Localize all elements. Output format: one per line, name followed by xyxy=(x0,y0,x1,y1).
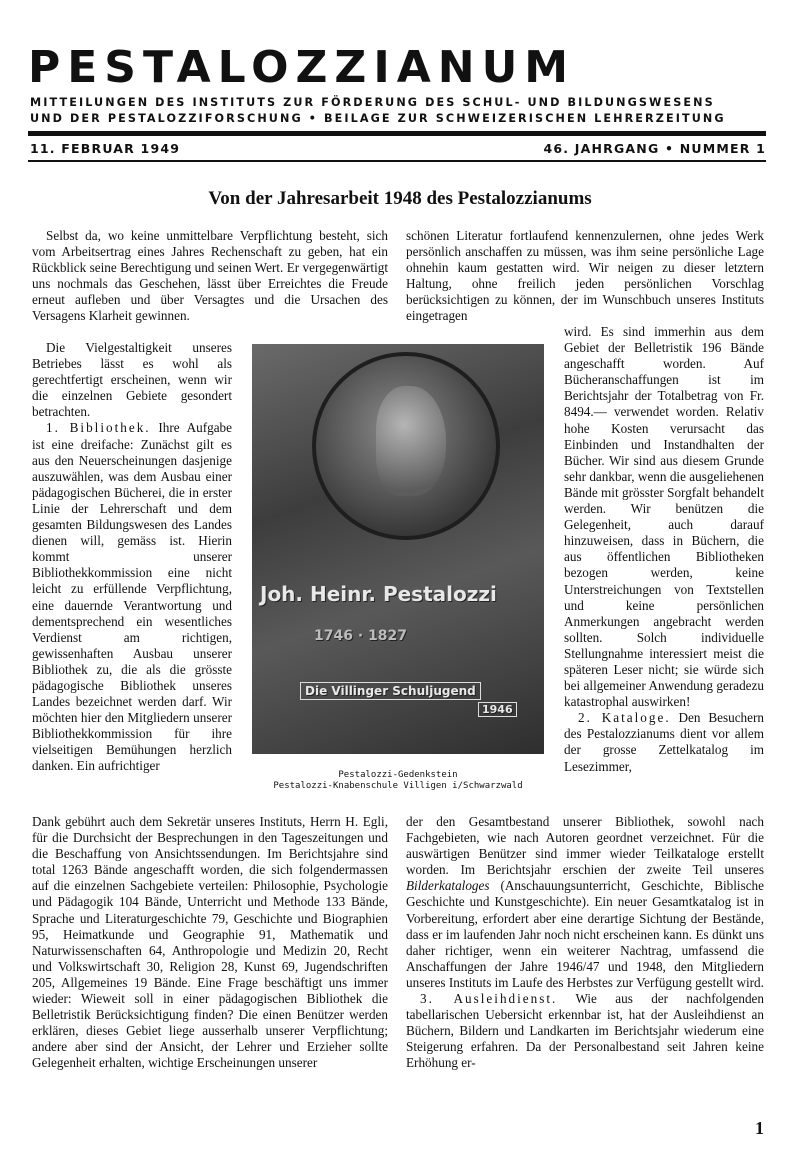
right-column-narrow xyxy=(564,324,764,775)
paragraph-kataloge-full-1: der den Gesamtbestand unserer Bibliothek, sowohl nach Fachgebieten, wie nach Autoren geordnet verzeichnet. Für die auswärtigen Benützer sind immer wieder Teilkataloge erstellt worden. Im Berichtsjahr erschien der zweite Teil unseres xyxy=(406,814,764,878)
stone-inscription-name: Joh. Heinr. Pestalozzi xyxy=(260,582,497,606)
paragraph-kataloge-full-2: (Anschauungsunterricht, Geschichte, Biblische Geschichte und Kunstgeschichte). Ein neuer Gesamtkatalog ist in Vorbereitung, erfordert aber eine derartige Sichtung der Bestände, dass er im laufenden Jahr noch nicht erscheinen kann. Es dünkt uns daher richtiger, wenn ein weiterer Nachtrag, umfassend die Anschaffungen der Jahre 1946/47 und 1948, den Mitgliedern unseres Instituts im Laufe des Herbstes zur Verfügung gestellt wird. xyxy=(406,878,765,990)
right-column-top xyxy=(406,228,764,325)
issue-number: 46. JAHRGANG • NUMMER 1 xyxy=(543,141,766,156)
paragraph-anschaffungen: wird. Es sind immerhin aus dem Gebiet der Belletristik 196 Bände angeschafft worden. Auf Bücheranschaffungen ist im Berichtsjahr der Totalbetrag von Fr. 8494.— verwendet worden. Relativ hohe Kosten verursacht das Einbinden und Instandhalten der Bücher. Wir sind aus diesem Grunde sehr dankbar, wenn die ausgeliehenen Bände mit grösster Sorgfalt behandelt werden. Wir benützen die Gelegenheit, auch darauf hinzuweisen, dass in Büchern, die aus öffentlichen Bibliotheken bezogen werden, keine Unterstreichungen von Textstellen und keine persönlichen Anmerkungen angebracht werden sollten. Solch individuelle Stellungnahme interessiert meist die späteren Leser nicht; sie würde sich bei allgemeiner Anwendung geradezu katastrophal auswirken! xyxy=(564,324,764,710)
pestalozzi-memorial-photo xyxy=(252,344,544,754)
left-column-intro xyxy=(32,228,388,325)
paragraph-kataloge-narrow: Den Besuchern des Pestalozzianums dient vor allem der grosse Zettelkatalog im Lesezimmer, xyxy=(564,710,764,774)
page-number: 1 xyxy=(755,1118,764,1138)
right-column-bottom xyxy=(406,814,764,1072)
portrait-medallion xyxy=(312,352,500,540)
stone-inscription-dates: 1746 · 1827 xyxy=(314,628,407,644)
section-heading-kataloge: 2. Kataloge. xyxy=(578,710,671,726)
figure-caption xyxy=(252,770,544,792)
paragraph-vielgestaltigkeit: Die Vielgestaltigkeit unseres Betriebes lässt es wohl als gerechtfertigt erscheinen, wenn wir die einzelnen Gebiete gesondert betrachten. xyxy=(32,340,232,420)
left-column-bottom xyxy=(32,814,388,1072)
masthead-rule-top xyxy=(28,131,766,136)
left-column-narrow xyxy=(32,340,232,775)
masthead-rule-bottom xyxy=(28,160,766,162)
paragraph-intro: Selbst da, wo keine unmittelbare Verpflichtung besteht, sich vom Arbeitsertrag eines Jahres Rechenschaft zu geben, hat ein Rückblick seine Berechtigung und seinen Wert. Er vergegenwärtigt uns nochmals das Geschehen, lässt über Erreichtes die Freude erneut aufleben und über Versagtes und die Ursachen des Versagens Klarheit gewinnen. xyxy=(32,228,388,324)
caption-line-2: Pestalozzi-Knabenschule Villigen i/Schwarzwald xyxy=(273,781,523,791)
stone-inscription-year: 1946 xyxy=(478,702,517,717)
article-title: Von der Jahresarbeit 1948 des Pestalozzianums xyxy=(208,188,592,209)
section-heading-bibliothek: 1. Bibliothek. xyxy=(46,420,151,436)
paragraph-bibliothek-narrow: Ihre Aufgabe ist eine dreifache: Zunächst gilt es aus den Neuerscheinungen dasjenige auszuwählen, was dem Ausbau einer pädagogischen Bücherei, die in erster Linie der Lehrerschaft und dem gesamten Bildungswesen des Landes dienen will, gemäss ist. Hierin kommt unserer Bibliothekkommission eine nicht leicht zu erfüllende Verpflichtung, eine dauernde Verantwortung und dementsprechend ein wesentliches Verdienst am richtigen, gewissenhaften Ausbau unserer Bibliothek zu, die als die grösste pädagogische Bibliothek unseres Landes bezeichnet werden darf. Wir möchten hier den Mitgliedern unserer Bibliothekkommission für ihre vielseitigen Bemühungen herzlich danken. Ein aufrichtiger xyxy=(32,420,233,774)
caption-line-1: Pestalozzi-Gedenkstein xyxy=(338,770,458,780)
issue-date: 11. FEBRUAR 1949 xyxy=(30,141,181,156)
paragraph-bibliothek-full: Dank gebührt auch dem Sekretär unseres Instituts, Herrn H. Egli, für die Durchsicht der Besprechungen in den Tageszeitungen und die Beschaffung von Ansichtssendungen. Im Berichtsjahre sind total 1263 Bände angeschafft worden, die sich folgendermassen auf die einzelnen Sachgebiete verteilen: Philosophie, Psychologie und Pädagogik 104 Bände, Unterricht und Methode 133 Bände, Sprache und Literaturgeschichte 79, Geschichte und Biographien 95, Heimatkunde und Geographie 91, Mathematik und Naturwissenschaften 64, Anthropologie und Medizin 20, Recht und Volkswirtschaft 30, Religion 28, Kunst 69, Jugendschriften 205, Allgemeines 19 Bände. Eine Frage beschäftigt uns immer wieder: Wieweit soll in einer pädagogischen Bibliothek die Belletristik Berücksichtigung finden? Die einen Benützer werden erklären, dieses Gebiet liege ausserhalb unserer Verpflichtung; andere aber sind der Ansicht, der Lehrer und Erzieher sollte Gelegenheit erhalten, wichtige Erscheinungen unserer xyxy=(32,814,388,1071)
section-heading-ausleihdienst: 3. Ausleihdienst. xyxy=(420,991,558,1007)
paragraph-belletristik: schönen Literatur fortlaufend kennenzulernen, ohne jedes Werk persönlich anschaffen zu müssen, was ihm seine persönliche Lage ohnehin kaum gestatten wird. Wir neigen zu dieser letztern Haltung, ohne freilich jeden persönlichen Vorschlag berücksichtigen zu können, der im Wunschbuch unseres Instituts eingetragen xyxy=(406,228,764,324)
stone-inscription-dedication: Die Villinger Schuljugend xyxy=(300,682,481,700)
bilderkataloges-italic: Bilderkataloges xyxy=(406,878,490,894)
masthead-subtitle-line-1: MITTEILUNGEN DES INSTITUTS ZUR FÖRDERUNG DES SCHUL- UND BILDUNGSWESENS xyxy=(30,96,715,109)
masthead-title: PESTALOZZIANUM xyxy=(28,42,576,93)
pestalozzi-profile xyxy=(376,386,446,496)
masthead-subtitle-line-2: UND DER PESTALOZZIFORSCHUNG • BEILAGE ZUR SCHWEIZERISCHEN LEHRERZEITUNG xyxy=(30,112,726,125)
paragraph-ausleihdienst: Wie aus der nachfolgenden tabellarischen Uebersicht erkennbar ist, hat der Ausleihdienst an Büchern, Bildern und Landkarten im Berichtsjahr wiederum eine Steigerung erfahren. Da der Personalbestand seit Jahren keine Erhöhung er- xyxy=(406,991,765,1071)
